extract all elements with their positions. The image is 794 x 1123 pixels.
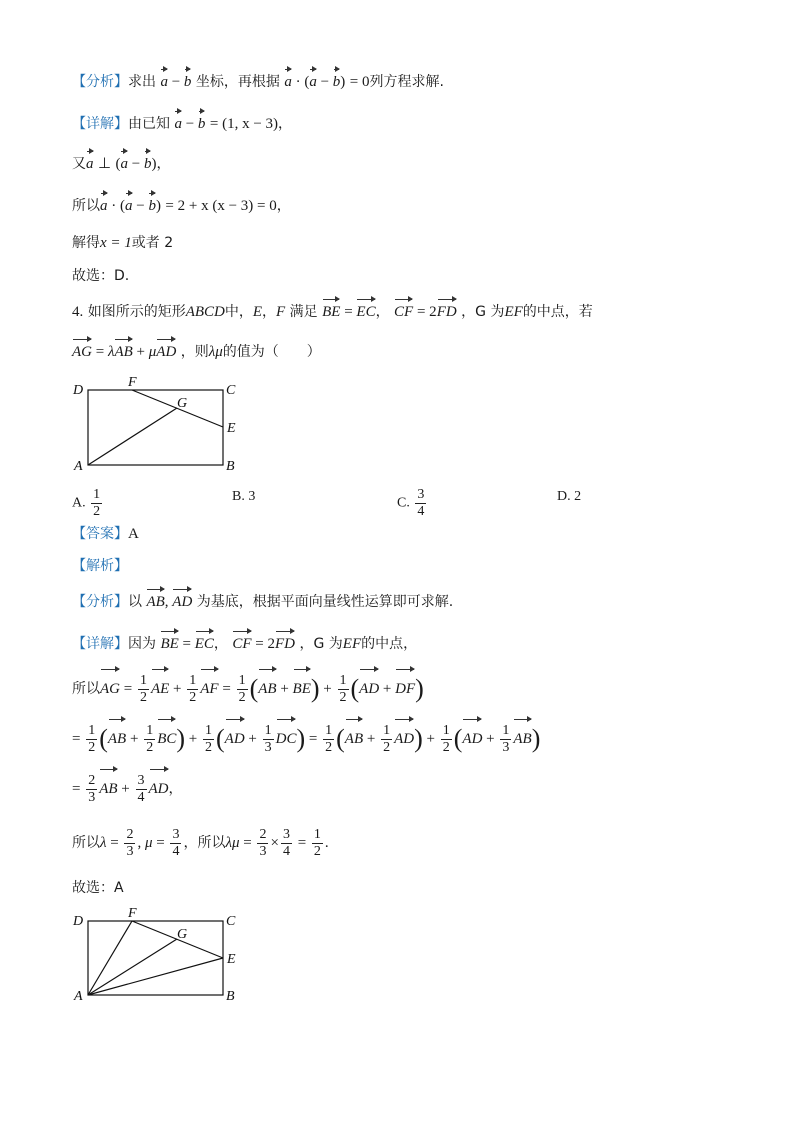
explain-line: 【解析】 <box>72 558 128 574</box>
derivation-step-1: 所以AG = $\frac{1}{2}$ AE + $\frac{1}{2}$ AF = $\frac{1}{2}$ (AB + BE) + $\frac{1}{2}$ (AD + DF) <box>72 672 424 705</box>
choice-line-1: 故选：D. <box>72 268 130 284</box>
answer-line: 【答案】A <box>72 526 139 542</box>
result-line: 所以λ = $\frac{2}{3}$ , μ = $\frac{3}{4}$ ，所以λμ = $\frac{2}{3}$ × $\frac{3}{4}$ = $\frac{1}{2}$ . <box>72 826 329 859</box>
rectangle-figure-2 <box>70 905 250 1005</box>
question-4-line-1: 4. 如图所示的矩形ABCD中，E，F 满足 BE = EC， CF = 2FD ，G 为EF的中点，若 <box>72 304 593 320</box>
solve-line: 解得x = 1或者 2 <box>72 235 174 251</box>
detail-tag: 【详解】 <box>72 116 128 132</box>
derivation-step-3: = $\frac{2}{3}$ AB + $\frac{3}{4}$ AD， <box>72 772 183 805</box>
choice-line-2: 故选：A <box>72 880 124 896</box>
label-B-2: B <box>226 989 235 1004</box>
label-D: D <box>73 383 84 398</box>
label-D-2: D <box>73 914 84 929</box>
label-B: B <box>226 459 235 474</box>
option-d[interactable]: D. 2 <box>557 489 582 504</box>
detail-line-2: 【详解】因为 BE = EC， CF = 2FD ，G 为EF的中点， <box>72 636 418 652</box>
option-b[interactable]: B. 3 <box>232 489 256 504</box>
label-G: G <box>177 396 188 411</box>
label-G-2: G <box>177 927 188 942</box>
label-E-2: E <box>227 952 236 967</box>
dot-product-line: 所以a · (a − b) = 2 + x (x − 3) = 0， <box>72 198 291 214</box>
analysis-tag: 【分析】 <box>72 74 128 90</box>
label-A-2: A <box>74 989 83 1004</box>
label-E: E <box>227 421 236 436</box>
option-a[interactable]: A. $\frac{1}{2}$ <box>72 487 101 519</box>
derivation-step-2: = $\frac{1}{2}$ (AB + $\frac{1}{2}$ BC) + $\frac{1}{2}$ (AD + $\frac{1}{3}$ DC) = $\frac{1}{2}$ (AB + $\frac{1}{2}$ AD) + $\frac{1}{2}$ (AD + $\frac{1}{3}$ AB) <box>72 722 541 755</box>
detail-line-1: 【详解】由已知 a − b = (1, x − 3)， <box>72 116 293 132</box>
analysis-line-2: 【分析】以 AB, AD 为基底，根据平面向量线性运算即可求解. <box>72 594 454 610</box>
question-4-line-2: AG = λAB + μAD ，则λμ的值为（ ） <box>72 344 321 360</box>
label-C-2: C <box>226 914 236 929</box>
label-F: F <box>128 375 137 390</box>
analysis-line-1: 【分析】求出 a − b 坐标，再根据 a · (a − b) = 0列方程求解. <box>72 74 444 90</box>
label-F-2: F <box>128 906 137 921</box>
rectangle-figure-1 <box>70 375 250 475</box>
label-C: C <box>226 383 236 398</box>
label-A: A <box>74 459 83 474</box>
perp-line: 又a ⊥ (a − b)， <box>72 156 171 172</box>
option-c[interactable]: C. $\frac{3}{4}$ <box>397 487 425 519</box>
